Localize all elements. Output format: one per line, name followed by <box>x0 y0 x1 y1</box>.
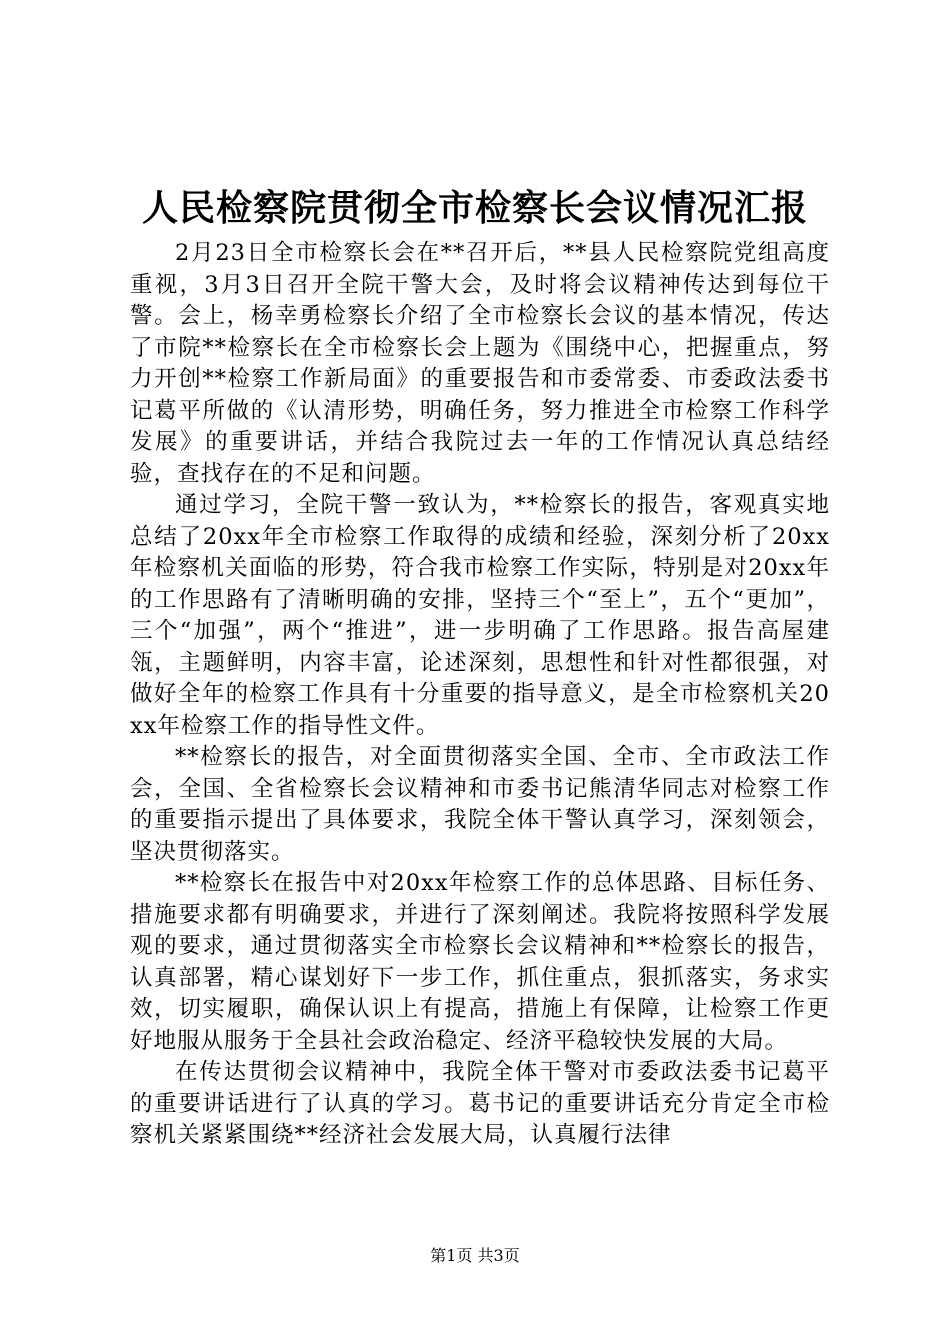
page-number-footer: 第1页 共3页 <box>430 1246 520 1265</box>
paragraph-1: 2月23日全市检察长会在**召开后，**县人民检察院党组高度重视，3月3日召开全院干警大会，及时将会议精神传达到每位干警。会上，杨幸勇检察长介绍了全市检察长会议的基本情况，传达了市院**检察长在全市检察长会上题为《围绕中心，把握重点，努力开创**检察工作新局面》的重要报告和市委常委、市委政法委书记葛平所做的《认清形势，明确任务，努力推进全市检察工作科学发展》的重要讲话，并结合我院过去一年的工作情况认真总结经验，查找存在的不足和问题。 <box>130 240 830 487</box>
paragraph-2: 通过学习，全院干警一致认为，**检察长的报告，客观真实地总结了20xx年全市检察工作取得的成绩和经验，深刻分析了20xx年检察机关面临的形势，符合我市检察工作实际，特别是对20xx年的工作思路有了清晰明确的安排，坚持三个“至上”，五个“更加”，三个“加强”，两个“推进”，进一步明确了工作思路。报告高屋建瓴，主题鲜明，内容丰富，论述深刻，思想性和针对性都很强，对做好全年的检察工作具有十分重要的指导意义，是全市检察机关20xx年检察工作的指导性文件。 <box>130 492 830 739</box>
document-body <box>130 238 830 1152</box>
paragraph-4: **检察长在报告中对20xx年检察工作的总体思路、目标任务、措施要求都有明确要求，并进行了深刻阐述。我院将按照科学发展观的要求，通过贯彻落实全市检察长会议精神和**检察长的报告，认真部署，精心谋划好下一步工作，抓住重点，狠抓落实，务求实效，切实履职，确保认识上有提高，措施上有保障，让检察工作更好地服从服务于全县社会政治稳定、经济平稳较快发展的大局。 <box>130 870 830 1054</box>
document-title: 人民检察院贯彻全市检察长会议情况汇报 <box>141 187 808 229</box>
paragraph-3: **检察长的报告，对全面贯彻落实全国、全市、全市政法工作会，全国、全省检察长会议精神和市委书记熊清华同志对检察工作的重要指示提出了具体要求，我院全体干警认真学习，深刻领会，坚决贯彻落实。 <box>130 744 830 865</box>
paragraph-5: 在传达贯彻会议精神中，我院全体干警对市委政法委书记葛平的重要讲话进行了认真的学习。葛书记的重要讲话充分肯定全市检察机关紧紧围绕**经济社会发展大局，认真履行法律 <box>130 1059 830 1148</box>
